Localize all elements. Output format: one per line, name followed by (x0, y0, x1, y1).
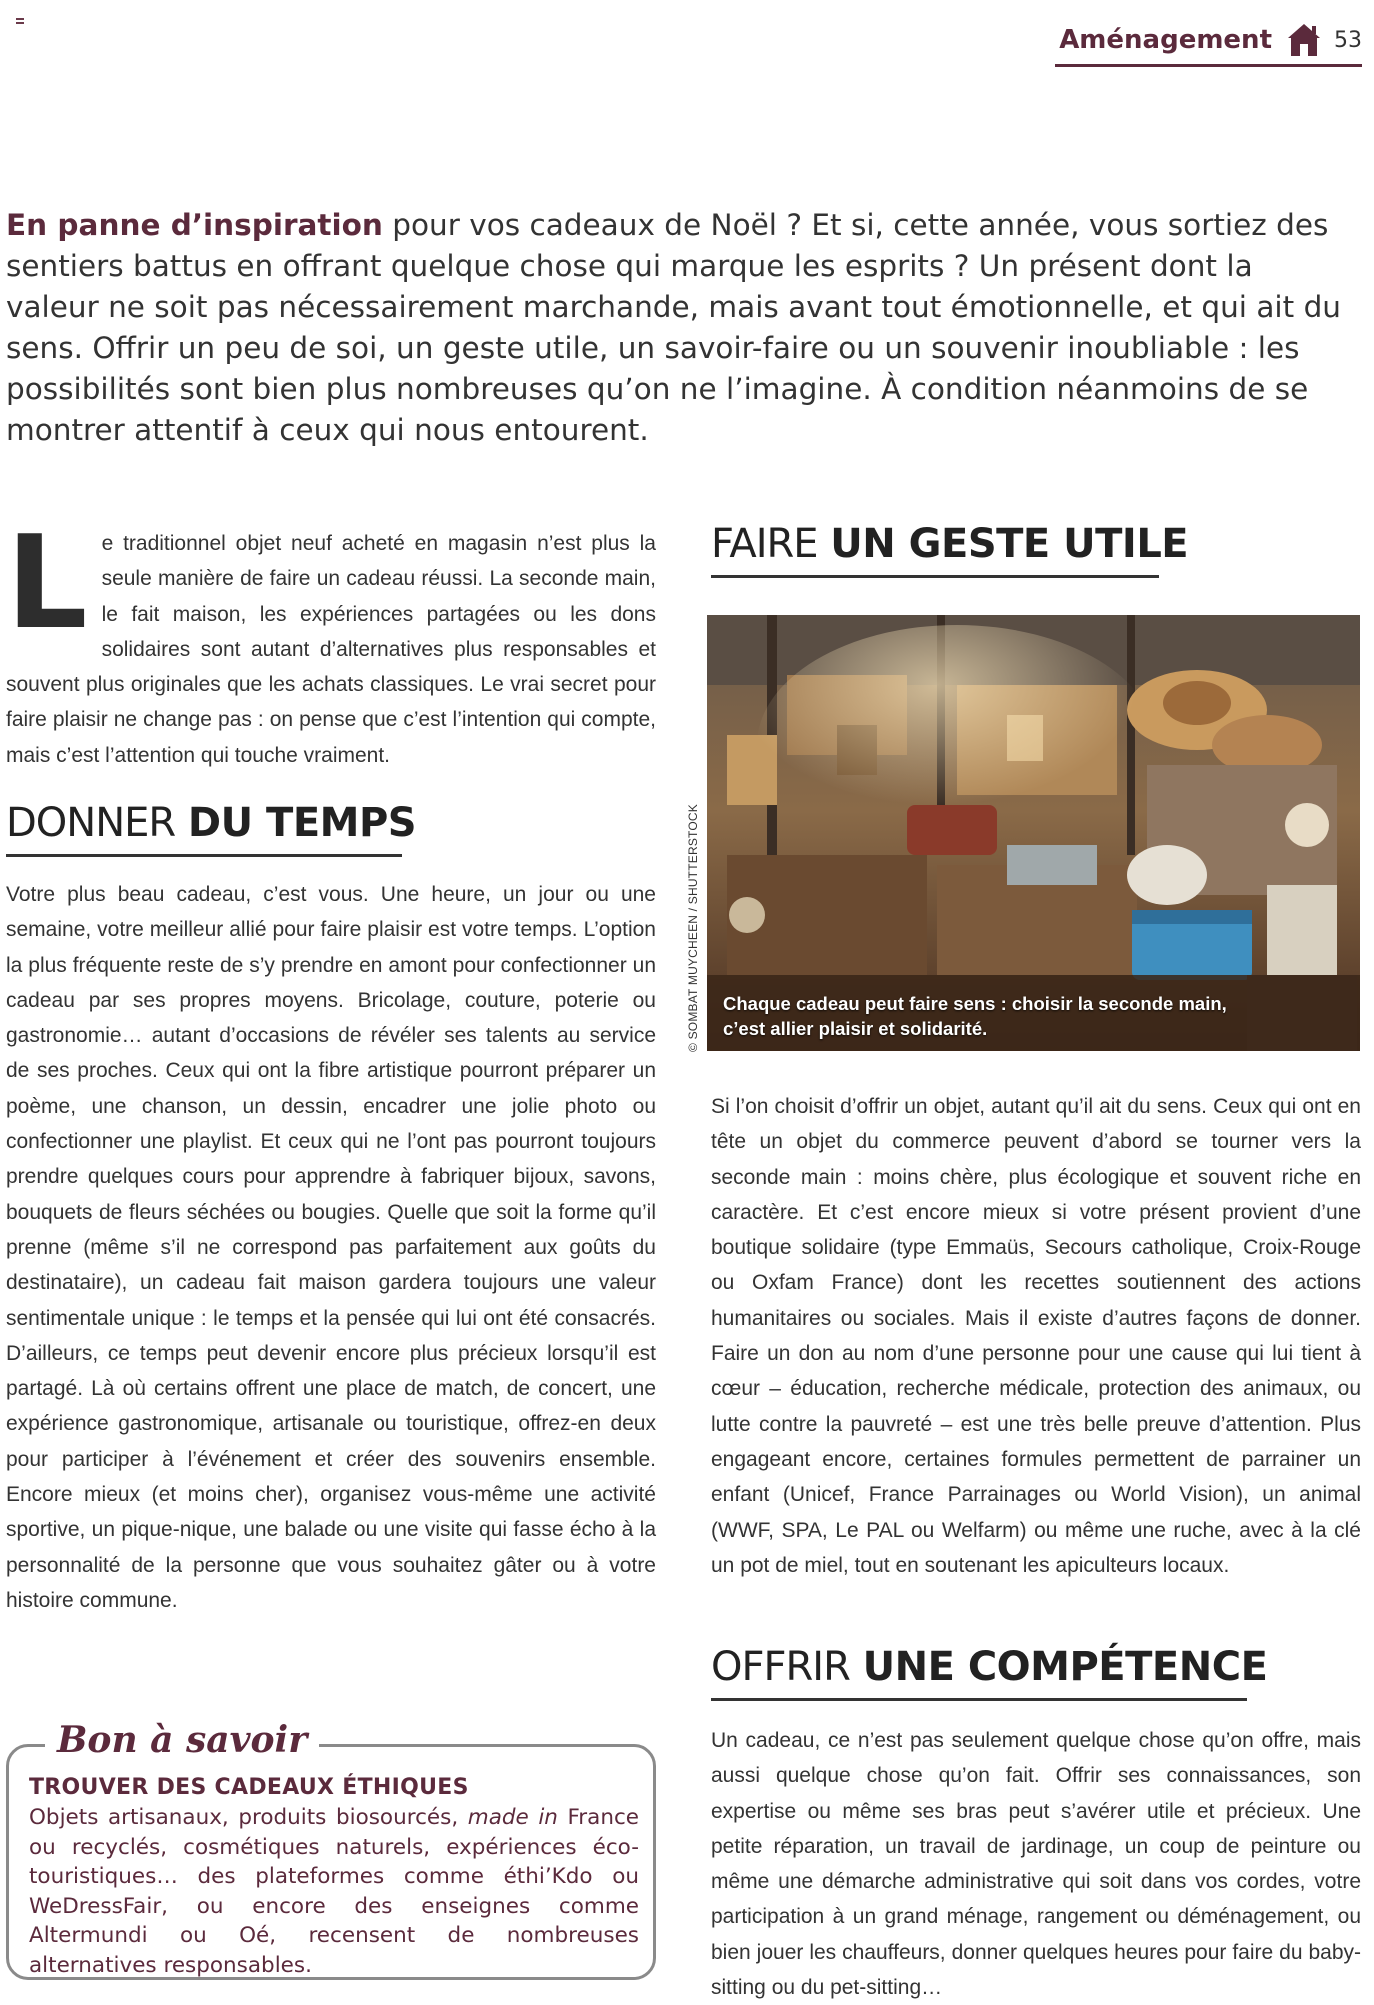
bon-text-2: France ou recyclés, cosmétiques naturels, expériences éco-touristiques… des plateformes comme éthi’Kdo ou WeDressFair, ou encore des enseignes comme Altermundi ou Oé, recensent de nombreuses alternatives responsables. (29, 1805, 639, 1978)
house-icon (1286, 22, 1322, 58)
bon-subtitle: TROUVER DES CADEAUX ÉTHIQUES (29, 1775, 469, 1800)
caption-line: Chaque cadeau peut faire sens : choisir la seconde main, (723, 993, 1227, 1014)
page-number: 53 (1334, 27, 1362, 53)
temps-text-block (6, 877, 656, 1618)
title-bold: UNE COMPÉTENCE (862, 1644, 1268, 1690)
photo-caption (723, 991, 1227, 1041)
temps-text: Votre plus beau cadeau, c’est vous. Une heure, un jour ou une semaine, votre meilleur allié pour faire plaisir est votre temps. L’option la plus fréquente reste de s’y prendre en amont pour confectionner un cadeau par ses propres moyens. Bricolage, couture, poterie ou gastronomie… autant d’occasions de révéler ses talents au service de ses proches. Ceux qui ont la fibre artistique pourront préparer un poème, une chanson, un dessin, encadrer une jolie photo ou confectionner une playlist. Et ceux qui ne l’ont pas pourront toujours prendre quelques cours pour apprendre à fabriquer bijoux, savons, bouquets de fleurs séchées ou bougies. Quelle que soit la forme qu’il prenne (même s’il ne correspond pas parfaitement aux goûts du destinataire), un cadeau fait maison gardera toujours une valeur sentimentale unique : le temps et la pensée qui lui ont été consacrés. D’ailleurs, ce temps peut devenir encore plus précieux lorsqu’il est partagé. Là où certains offrent une place de match, de concert, une expérience gastronomique, artisanale ou touristique, offrez-en deux pour participer à l’événement et créer des souvenirs ensemble. Encore mieux (et moins cher), organisez vous-même une activité sportive, un pique-nique, une balade ou une visite qui fasse écho à la personnalité de la personne que vous souhaitez gâter ou à votre histoire commune. (6, 883, 656, 1612)
section-title-temps (6, 800, 417, 857)
page-header (1055, 22, 1362, 67)
title-thin: DONNER (6, 800, 176, 846)
caption-line: c’est allier plaisir et solidarité. (723, 1018, 988, 1039)
title-bold: DU TEMPS (187, 800, 417, 846)
geste-text: Si l’on choisit d’offrir un objet, autant qu’il ait du sens. Ceux qui ont en tête un objet du commerce peuvent d’abord se tourner vers la seconde main : moins chère, plus écologique et souvent riche en caractère. Et c’est encore mieux si votre présent provient d’une boutique solidaire (type Emmaüs, Secours catholique, Croix-Rouge ou Oxfam France) dont les recettes soutiennent des actions humanitaires ou sociales. Mais il existe d’autres façons de donner. Faire un don au nom d’une personne pour une cause qui lui tient à cœur – éducation, recherche médicale, protection des animaux, ou lutte contre la pauvreté – est une très belle preuve d’attention. Plus engageant encore, certaines formules permettent de parrainer un enfant (Unicef, France Parrainages ou World Vision), un animal (WWF, SPA, Le PAL ou Welfarm) ou même une ruche, avec à la clé un pot de miel, tout en soutenant les apiculteurs locaux. (711, 1095, 1361, 1577)
intro-lead: En panne d’inspiration (6, 208, 383, 242)
bon-text-em: made in (467, 1805, 558, 1830)
title-bold: UN GESTE UTILE (830, 521, 1189, 567)
bon-a-savoir-box (6, 1719, 656, 1980)
dropcap: L (6, 509, 88, 658)
section-name: Aménagement (1059, 25, 1272, 55)
intro-text: pour vos cadeaux de Noël ? Et si, cette année, vous sortiez des sentiers battus en offrant quelque chose qui marque les esprits ? Un présent dont la valeur ne soit pas nécessairement marchande, mais avant tout émotionnelle, et qui ait du sens. Offrir un peu de soi, un geste utile, un savoir-faire ou un souvenir inoubliable : les possibilités sont bien plus nombreuses qu’on ne l’imagine. À condition néanmoins de se montrer attentif à ceux qui nous entourent. (6, 208, 1341, 447)
secondhand-shop-photo (707, 615, 1360, 1051)
photo-credit: © SOMBAT MUYCHEEN / SHUTTERSTOCK (686, 804, 700, 1052)
title-thin: OFFRIR (711, 1644, 850, 1690)
bon-text-1: Objets artisanaux, produits biosourcés, (29, 1805, 468, 1830)
section-title-geste (711, 521, 1189, 578)
intro-paragraph (6, 205, 1346, 451)
bon-text (29, 1803, 639, 1981)
competence-text-block (711, 1723, 1361, 2005)
section-title-competence (711, 1644, 1268, 1701)
menu-icon (16, 18, 24, 26)
bon-title: Bon à savoir (45, 1719, 319, 1761)
geste-text-block (711, 1089, 1361, 1583)
title-thin: FAIRE (711, 521, 818, 567)
competence-text: Un cadeau, ce n’est pas seulement quelque chose qu’on offre, mais aussi quelque chose qu’on fait. Offrir ses connaissances, son expertise ou même ses bras peut s’avérer utile et précieux. Une petite réparation, un travail de jardinage, un coup de peinture ou même une démarche administrative qui soit dans vos cordes, votre participation à un grand ménage, rangement ou déménagement, ou bien jouer les chauffeurs, donner quelques heures pour faire du baby-sitting ou du pet-sitting… (711, 1729, 1361, 2000)
opening-text: e traditionnel objet neuf acheté en magasin n’est plus la seule manière de faire un cadeau réussi. La seconde main, le fait maison, les expériences partagées ou les dons solidaires sont autant d’alternatives plus responsables et souvent plus originales que les achats classiques. Le vrai secret pour faire plaisir ne change pas : on pense que c’est l’intention qui compte, mais c’est l’attention qui touche vraiment. (6, 532, 656, 767)
opening-paragraph (6, 509, 656, 773)
